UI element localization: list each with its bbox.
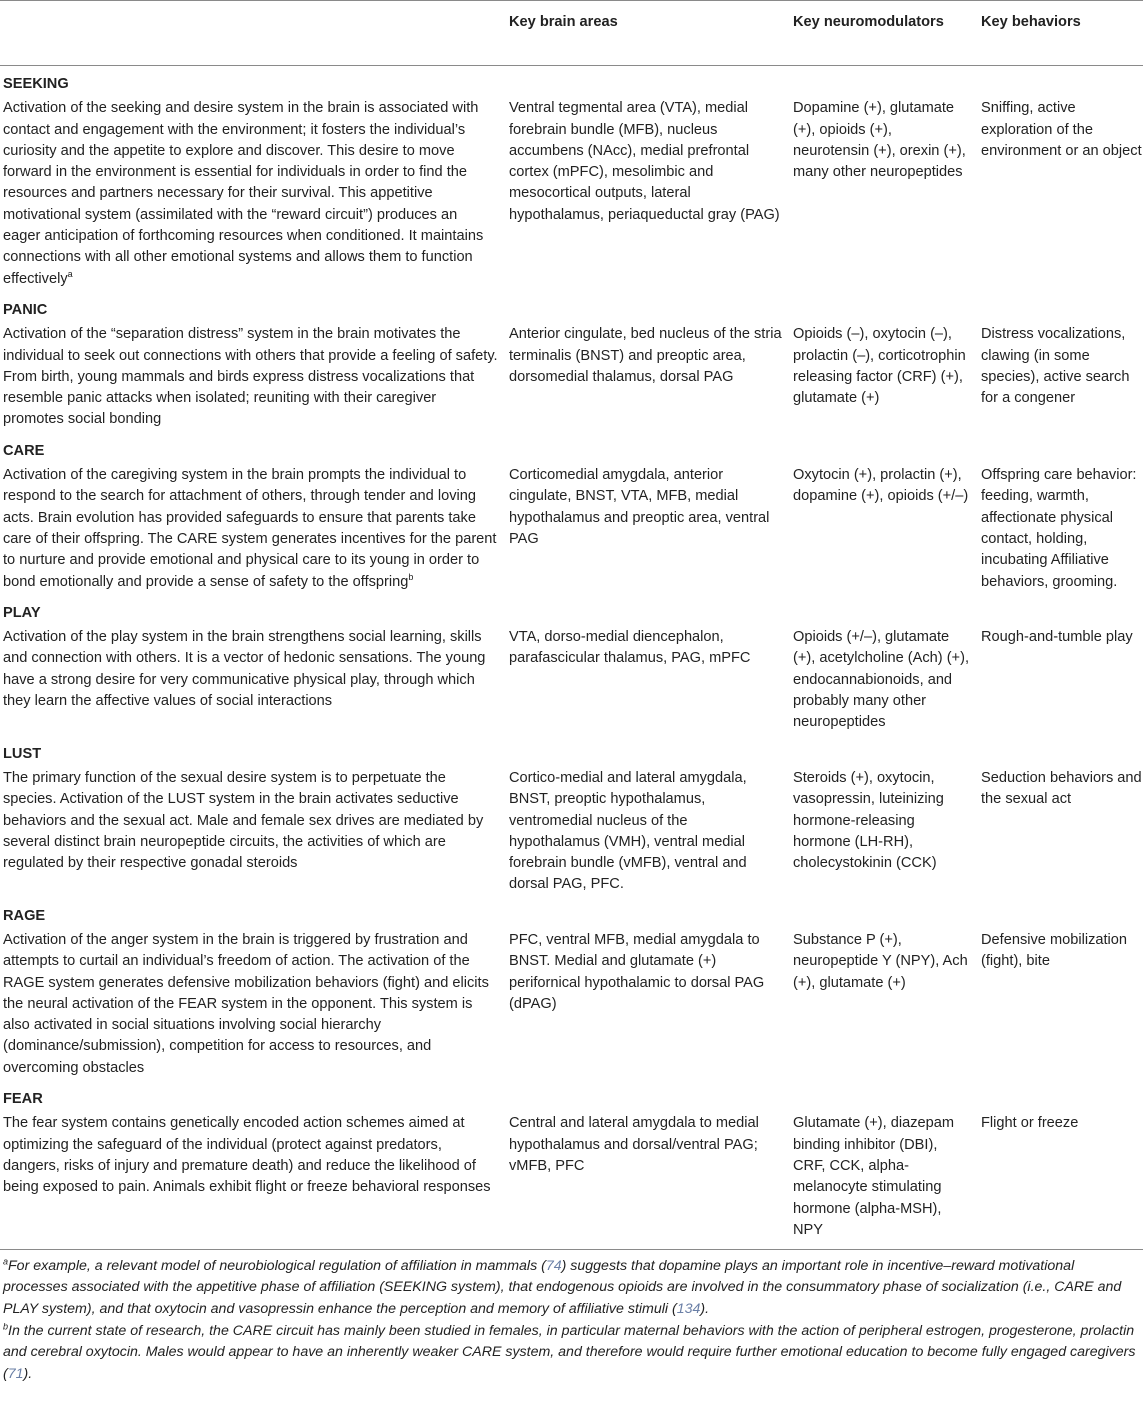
system-description bbox=[0, 97, 506, 292]
system-heading-row bbox=[0, 736, 1143, 767]
system-name: RAGE bbox=[3, 907, 46, 924]
header-behaviors: Key behaviors bbox=[981, 14, 1081, 30]
system-name: PLAY bbox=[3, 604, 41, 621]
brain-areas-cell: PFC, ventral MFB, medial amygdala to BNST. Medial and glutamate (+) perifornical hypothalamic to dorsal PAG (dPAG) bbox=[509, 931, 765, 1012]
table-header bbox=[0, 1, 1143, 66]
footnote-text: For example, a relevant model of neurobiological regulation of affiliation in mammals ( bbox=[8, 1258, 546, 1275]
behaviors-cell: Sniffing, active exploration of the environment or an object bbox=[981, 100, 1142, 159]
system-heading-row bbox=[0, 898, 1143, 929]
description-text: The primary function of the sexual desire system is to perpetuate the species. Activation of the LUST system in the brain activates seductive behaviors and the sexual act. Male and female sex drives are mediated by several distinct brain neuropeptide circuits, the activities of which are regulated by their respective gonadal steroids bbox=[3, 769, 484, 872]
table-row bbox=[0, 464, 1143, 595]
system-heading-row bbox=[0, 433, 1143, 464]
brain-areas-cell: Ventral tegmental area (VTA), medial forebrain bundle (MFB), nucleus accumbens (NAcc), medial prefrontal cortex (mPFC), mesolimbic and mesocortical outputs, lateral hypothalamus, periaqueductal gray (PAG) bbox=[509, 100, 780, 223]
neuromodulators-cell: Steroids (+), oxytocin, vasopressin, luteinizing hormone-releasing hormone (LH-RH), cholecystokinin (CCK) bbox=[793, 769, 944, 872]
footnote-b bbox=[3, 1321, 1140, 1385]
neuromodulators-cell: Substance P (+), neuropeptide Y (NPY), Ach (+), glutamate (+) bbox=[793, 931, 968, 991]
header-row bbox=[0, 1, 1143, 66]
table-row bbox=[0, 626, 1143, 735]
table-row bbox=[0, 323, 1143, 432]
description-text: Activation of the seeking and desire system in the brain is associated with contact and engagement with the environment; it fosters the individual’s curiosity and the appetite to explore and discover. This desire to move forward in the environment is essential for individuals in order to find the resources and partners necessary for their survival. This appetitive motivational system (assimilated with the “reward circuit”) produces an eager anticipation of forthcoming resources when conditioned. It maintains connections with all other emotional systems and allows them to function effectively bbox=[3, 100, 484, 287]
system-heading-row bbox=[0, 292, 1143, 323]
system-description bbox=[0, 929, 506, 1081]
behaviors-cell: Seduction behaviors and the sexual act bbox=[981, 769, 1142, 808]
header-system bbox=[0, 1, 506, 66]
footnote-marker: b bbox=[3, 1321, 9, 1332]
table-footnotes bbox=[0, 1250, 1143, 1385]
description-text: Activation of the anger system in the brain is triggered by frustration and attempts to curtail an individual’s freedom of action. The activation of the RAGE system generates defensive mobilization behaviors (fight) and elicits the neural activation of the FEAR system in the opponent. This system is also activated in social situations involving social hierarchy (dominance/submission), competition for access to resources, and overcoming obstacles bbox=[3, 931, 489, 1076]
description-text: Activation of the “separation distress” system in the brain motivates the individual to seek out connections with others that provide a feeling of safety. From birth, young mammals and birds express distress vocalizations that resemble panic attacks when isolated; reuniting with their caregiver promotes social bonding bbox=[3, 326, 498, 428]
system-name: CARE bbox=[3, 442, 45, 459]
footnote-marker: a bbox=[67, 268, 73, 279]
neuromodulators-cell: Oxytocin (+), prolactin (+), dopamine (+), opioids (+/–) bbox=[793, 467, 969, 505]
system-name: LUST bbox=[3, 745, 42, 762]
system-description bbox=[0, 1112, 506, 1249]
reference-link[interactable]: 71 bbox=[7, 1365, 24, 1382]
system-name: PANIC bbox=[3, 301, 48, 318]
behaviors-cell: Rough-and-tumble play bbox=[981, 629, 1133, 646]
brain-areas-cell: Cortico-medial and lateral amygdala, BNST, preoptic hypothalamus, ventromedial nucleus of the hypothalamus (VMH), ventral medial forebrain bundle (vMFB), ventral and dorsal PAG, PFC. bbox=[509, 769, 747, 893]
footnote-text: ). bbox=[23, 1365, 33, 1382]
system-description bbox=[0, 767, 506, 898]
description-text: Activation of the caregiving system in the brain prompts the individual to respond to the search for attachment of others, through tender and loving acts. Brain evolution has provided safeguards to ensure that parents take care of their offspring. The CARE system generates incentives for the parent to nurture and provide emotional and physical care to its young in order to bond emotionally and provide a sense of safety to the offspring bbox=[3, 467, 497, 590]
behaviors-cell: Offspring care behavior: feeding, warmth, affectionate physical contact, holding, incubating Affiliative behaviors, grooming. bbox=[981, 467, 1137, 590]
neuromodulators-cell: Dopamine (+), glutamate (+), opioids (+), neurotensin (+), orexin (+), many other neuropeptides bbox=[793, 100, 966, 181]
footnote-text: In the current state of research, the CARE circuit has mainly been studied in females, in particular maternal behaviors with the action of peripheral estrogen, progesterone, prolactin and cerebral oxytocin. Males would appear to have an inherently weaker CARE system, and therefore would require further emotional education to become fully engaged caregivers ( bbox=[3, 1323, 1136, 1382]
brain-areas-cell: Corticomedial amygdala, anterior cingulate, BNST, VTA, MFB, medial hypothalamus and preoptic area, ventral PAG bbox=[509, 467, 770, 547]
behaviors-cell: Flight or freeze bbox=[981, 1115, 1079, 1132]
system-name: SEEKING bbox=[3, 76, 69, 92]
description-text: Activation of the play system in the brain strengthens social learning, skills and connection with others. It is a vector of hedonic sensations. The young have a strong desire for very communicative physical play, through which they learn the affective values of social interactions bbox=[3, 629, 486, 710]
brain-areas-cell: Anterior cingulate, bed nucleus of the stria terminalis (BNST) and preoptic area, dorsomedial thalamus, dorsal PAG bbox=[509, 326, 782, 385]
header-brain-areas: Key brain areas bbox=[509, 14, 618, 30]
system-heading-row bbox=[0, 595, 1143, 626]
footnote-a bbox=[3, 1256, 1140, 1320]
behaviors-cell: Distress vocalizations, clawing (in some species), active search for a congener bbox=[981, 326, 1130, 407]
system-name: FEAR bbox=[3, 1091, 43, 1108]
neuromodulators-cell: Opioids (+/–), glutamate (+), acetylcholine (Ach) (+), endocannabionoids, and probably many other neuropeptides bbox=[793, 629, 969, 731]
description-text: The fear system contains genetically encoded action schemes aimed at optimizing the safeguard of the individual (protect against predators, dangers, risks of injury and premature death) and reduce the likelihood of being exposed to pain. Animals exhibit flight or freeze behavioral responses bbox=[3, 1115, 491, 1196]
system-heading-row bbox=[0, 66, 1143, 98]
reference-link[interactable]: 74 bbox=[545, 1258, 562, 1275]
system-description bbox=[0, 626, 506, 735]
header-neuromodulators: Key neuromodulators bbox=[793, 14, 944, 30]
footnote-marker: b bbox=[408, 571, 414, 582]
brain-areas-cell: VTA, dorso-medial diencephalon, parafascicular thalamus, PAG, mPFC bbox=[509, 629, 751, 667]
table-row bbox=[0, 1112, 1143, 1249]
neuromodulators-cell: Opioids (–), oxytocin (–), prolactin (–), corticotrophin releasing factor (CRF) (+), glutamate (+) bbox=[793, 326, 966, 407]
table-row bbox=[0, 929, 1143, 1081]
footnote-text: ). bbox=[700, 1300, 710, 1317]
table-row bbox=[0, 97, 1143, 292]
reference-link[interactable]: 134 bbox=[676, 1300, 701, 1317]
system-description bbox=[0, 323, 506, 432]
system-description bbox=[0, 464, 506, 595]
table-body bbox=[0, 66, 1143, 1250]
table-row bbox=[0, 767, 1143, 898]
system-heading-row bbox=[0, 1081, 1143, 1112]
neuromodulators-cell: Glutamate (+), diazepam binding inhibitor (DBI), CRF, CCK, alpha-melanocyte stimulating hormone (alpha-MSH), NPY bbox=[793, 1115, 955, 1238]
brain-areas-cell: Central and lateral amygdala to medial hypothalamus and dorsal/ventral PAG; vMFB, PFC bbox=[509, 1115, 759, 1174]
behaviors-cell: Defensive mobilization (fight), bite bbox=[981, 931, 1128, 970]
footnote-text: ) suggests that dopamine plays an important role in incentive–reward motivational processes associated with the appetitive phase of affiliation (SEEKING system), that endogenous opioids are involved in the consummatory phase of socialization (i.e., CARE and PLAY system), and that oxytocin and vasopressin enhance the perception and memory of affiliative stimuli ( bbox=[3, 1258, 1122, 1317]
footnote-marker: a bbox=[3, 1256, 9, 1267]
